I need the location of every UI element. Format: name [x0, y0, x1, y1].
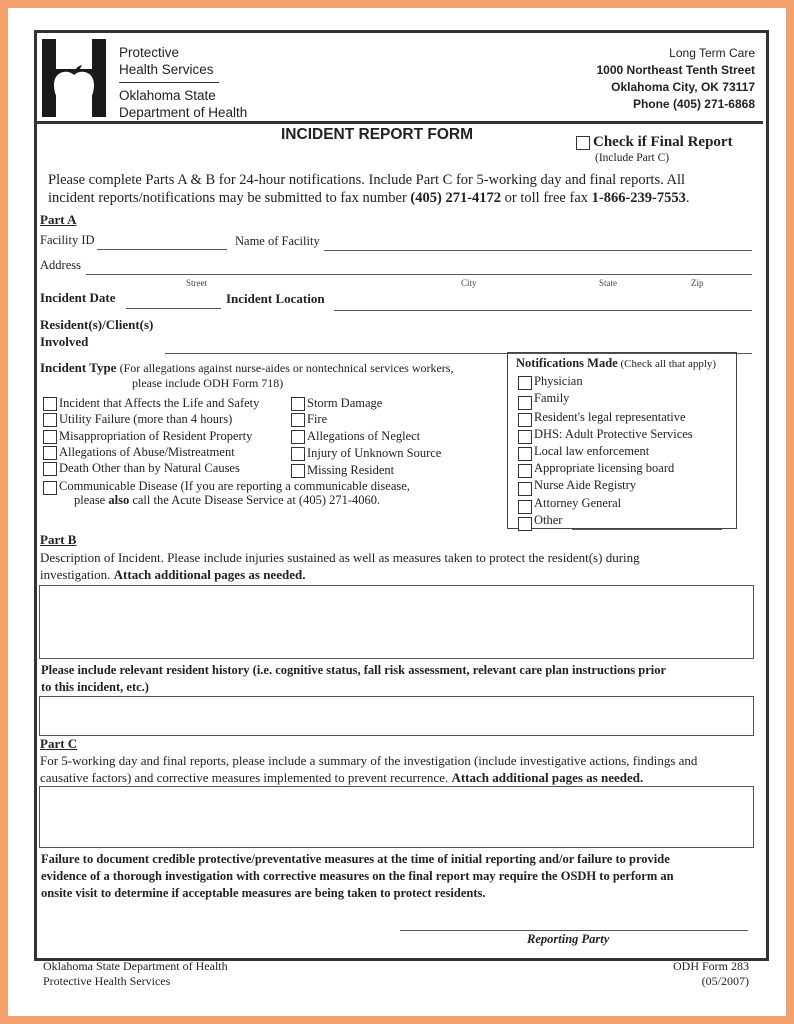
facility-id-label: Facility ID [40, 233, 95, 247]
facility-name-label: Name of Facility [235, 234, 320, 248]
footer-left-2: Protective Health Services [43, 974, 171, 988]
incident-location-field[interactable] [334, 310, 752, 311]
incident-type-heading [40, 360, 453, 376]
option-label: Fire [307, 412, 328, 426]
part-c-desc-2b: Attach additional pages as needed. [451, 770, 644, 785]
checkbox[interactable] [43, 446, 57, 460]
communicable-note-c: call the Acute Disease Service at (405) 271-4060. [129, 493, 381, 507]
checkbox[interactable] [43, 430, 57, 444]
incident-type-note-1: (For allegations against nurse-aides or nontechnical services workers, [119, 361, 454, 375]
checkbox[interactable] [291, 397, 305, 411]
option-label: Nurse Aide Registry [534, 478, 637, 492]
part-c-desc-2a: causative factors) and corrective measures implemented to prevent recurrence. [40, 770, 452, 785]
option-label: Misappropriation of Resident Property [59, 429, 253, 443]
checkbox[interactable] [43, 397, 57, 411]
option-label: Appropriate licensing board [534, 461, 675, 475]
checkbox[interactable] [518, 464, 532, 478]
checkbox[interactable] [518, 413, 532, 427]
org-line-1: Protective [119, 45, 180, 60]
notifications-title: Notifications Made [516, 356, 618, 370]
incident-description-input[interactable] [39, 585, 754, 659]
part-b-desc-2b: Attach additional pages as needed. [113, 567, 306, 582]
option-label: Injury of Unknown Source [307, 446, 442, 460]
checkbox[interactable] [43, 462, 57, 476]
option-label: Allegations of Neglect [307, 429, 421, 443]
option-label: Local law enforcement [534, 444, 650, 458]
reporting-party-signature-line[interactable] [400, 930, 748, 931]
city-caption: City [461, 278, 477, 288]
option-label: Resident's legal representative [534, 410, 686, 424]
part-b-desc-2 [40, 567, 305, 582]
checkbox[interactable] [518, 482, 532, 496]
checkbox[interactable] [518, 396, 532, 410]
option-label: Family [534, 391, 570, 405]
notifications-box [507, 352, 737, 529]
option-label: Missing Resident [307, 463, 395, 477]
option-label: Utility Failure (more than 4 hours) [59, 412, 233, 426]
incident-date-field[interactable] [126, 308, 221, 309]
fax-number: (405) 271-4172 [410, 190, 502, 206]
address-line-4: Phone (405) 271-6868 [632, 97, 755, 111]
part-b-desc-2a: investigation. [40, 567, 114, 582]
part-a-heading: Part A [40, 212, 77, 227]
checkbox[interactable] [518, 430, 532, 444]
address-field[interactable] [86, 274, 752, 275]
other-specify-field[interactable] [572, 529, 722, 530]
part-c-desc-2 [40, 770, 643, 785]
residents-label-1: Resident(s)/Client(s) [40, 317, 154, 332]
final-report-note: (Include Part C) [595, 152, 670, 164]
zip-caption: Zip [691, 278, 704, 288]
address-line-3: Oklahoma City, OK 73117 [611, 80, 755, 94]
intro-line-1: Please complete Parts A & B for 24-hour notifications. Include Part C for 5-working day and final reports. All [48, 172, 686, 188]
option-label: DHS: Adult Protective Services [534, 427, 693, 441]
facility-id-field[interactable] [97, 249, 227, 250]
ok-state-apple-logo [42, 39, 106, 117]
notifications-heading [516, 356, 716, 372]
notifications-note: (Check all that apply) [617, 358, 717, 370]
checkbox[interactable] [291, 430, 305, 444]
option-sublabel [74, 493, 380, 508]
part-b-heading: Part B [40, 532, 77, 547]
checkbox[interactable] [291, 413, 305, 427]
final-report-label: Check if Final Report [593, 134, 733, 150]
option-label: Attorney General [534, 496, 622, 510]
incident-type-note-2: please include ODH Form 718) [132, 376, 284, 390]
footer-right [673, 959, 749, 989]
intro-line-2a: incident reports/notifications may be submitted to fax number [48, 190, 411, 206]
org-line-3: Oklahoma State [119, 88, 216, 103]
intro-line-2c: . [685, 190, 690, 206]
form-date: (05/2007) [701, 974, 749, 988]
address-line-1: Long Term Care [669, 46, 755, 60]
reporting-party-label: Reporting Party [527, 932, 610, 946]
final-report-checkbox[interactable] [576, 136, 590, 150]
checkbox[interactable] [518, 447, 532, 461]
checkbox[interactable] [43, 481, 57, 495]
form-page [8, 8, 786, 1016]
footer-left-1: Oklahoma State Department of Health [43, 959, 228, 973]
part-c-desc-1: For 5-working day and final reports, please include a summary of the investigation (include investigative actions, findings and [40, 753, 698, 768]
option-label: Storm Damage [307, 396, 383, 410]
org-line-2: Health Services [119, 62, 214, 77]
address-line-2: 1000 Northeast Tenth Street [596, 63, 755, 77]
facility-name-field[interactable] [324, 250, 752, 251]
org-divider [119, 82, 219, 83]
facility-address-block [597, 45, 756, 113]
intro-line-2b: or toll free fax [501, 190, 592, 206]
checkbox[interactable] [518, 517, 532, 531]
warning-line-1: Failure to document credible protective/preventative measures at the time of initial reporting and/or failure to provide [41, 852, 670, 866]
header [37, 33, 763, 125]
communicable-note-a: please [74, 493, 109, 507]
checkbox[interactable] [518, 376, 532, 390]
street-caption: Street [186, 278, 207, 288]
intro-line-2 [48, 190, 690, 207]
option-label: Death Other than by Natural Causes [59, 461, 240, 475]
option-label: Communicable Disease (If you are reporting a communicable disease, [59, 479, 410, 493]
residents-label-2: Involved [40, 334, 89, 349]
communicable-note-b: also [108, 493, 130, 507]
resident-history-prompt-1: Please include relevant resident history (i.e. cognitive status, fall risk assessment, relevant care plan instructions prior [41, 663, 667, 677]
form-title: INCIDENT REPORT FORM [281, 126, 474, 143]
warning-line-3: onsite visit to determine if acceptable measures are being taken to protect residents. [41, 886, 486, 900]
header-divider [37, 121, 763, 124]
incident-location-label: Incident Location [226, 291, 325, 306]
incident-date-label: Incident Date [40, 290, 116, 305]
option-label: Physician [534, 374, 583, 388]
checkbox[interactable] [291, 447, 305, 461]
state-caption: State [599, 278, 617, 288]
resident-history-input[interactable] [39, 696, 754, 736]
checkbox[interactable] [518, 500, 532, 514]
part-c-heading: Part C [40, 736, 78, 751]
warning-line-2: evidence of a thorough investigation with corrective measures on the final report may require the OSDH to perform an [41, 869, 674, 883]
incident-type-label: Incident Type [40, 360, 117, 375]
option-label: Incident that Affects the Life and Safety [59, 396, 260, 410]
checkbox[interactable] [291, 464, 305, 478]
toll-free-fax: 1-866-239-7553 [591, 190, 686, 206]
option-label: Other [534, 513, 563, 527]
resident-history-prompt-2: to this incident, etc.) [41, 680, 149, 694]
address-label: Address [40, 258, 81, 272]
option-label: Allegations of Abuse/Mistreatment [59, 445, 235, 459]
checkbox[interactable] [43, 413, 57, 427]
investigation-summary-input[interactable] [39, 786, 754, 848]
part-b-desc-1: Description of Incident. Please include injuries sustained as well as measures taken to protect the resident(s) during [40, 550, 640, 565]
form-number: ODH Form 283 [672, 959, 749, 973]
org-line-4: Department of Health [119, 105, 248, 120]
